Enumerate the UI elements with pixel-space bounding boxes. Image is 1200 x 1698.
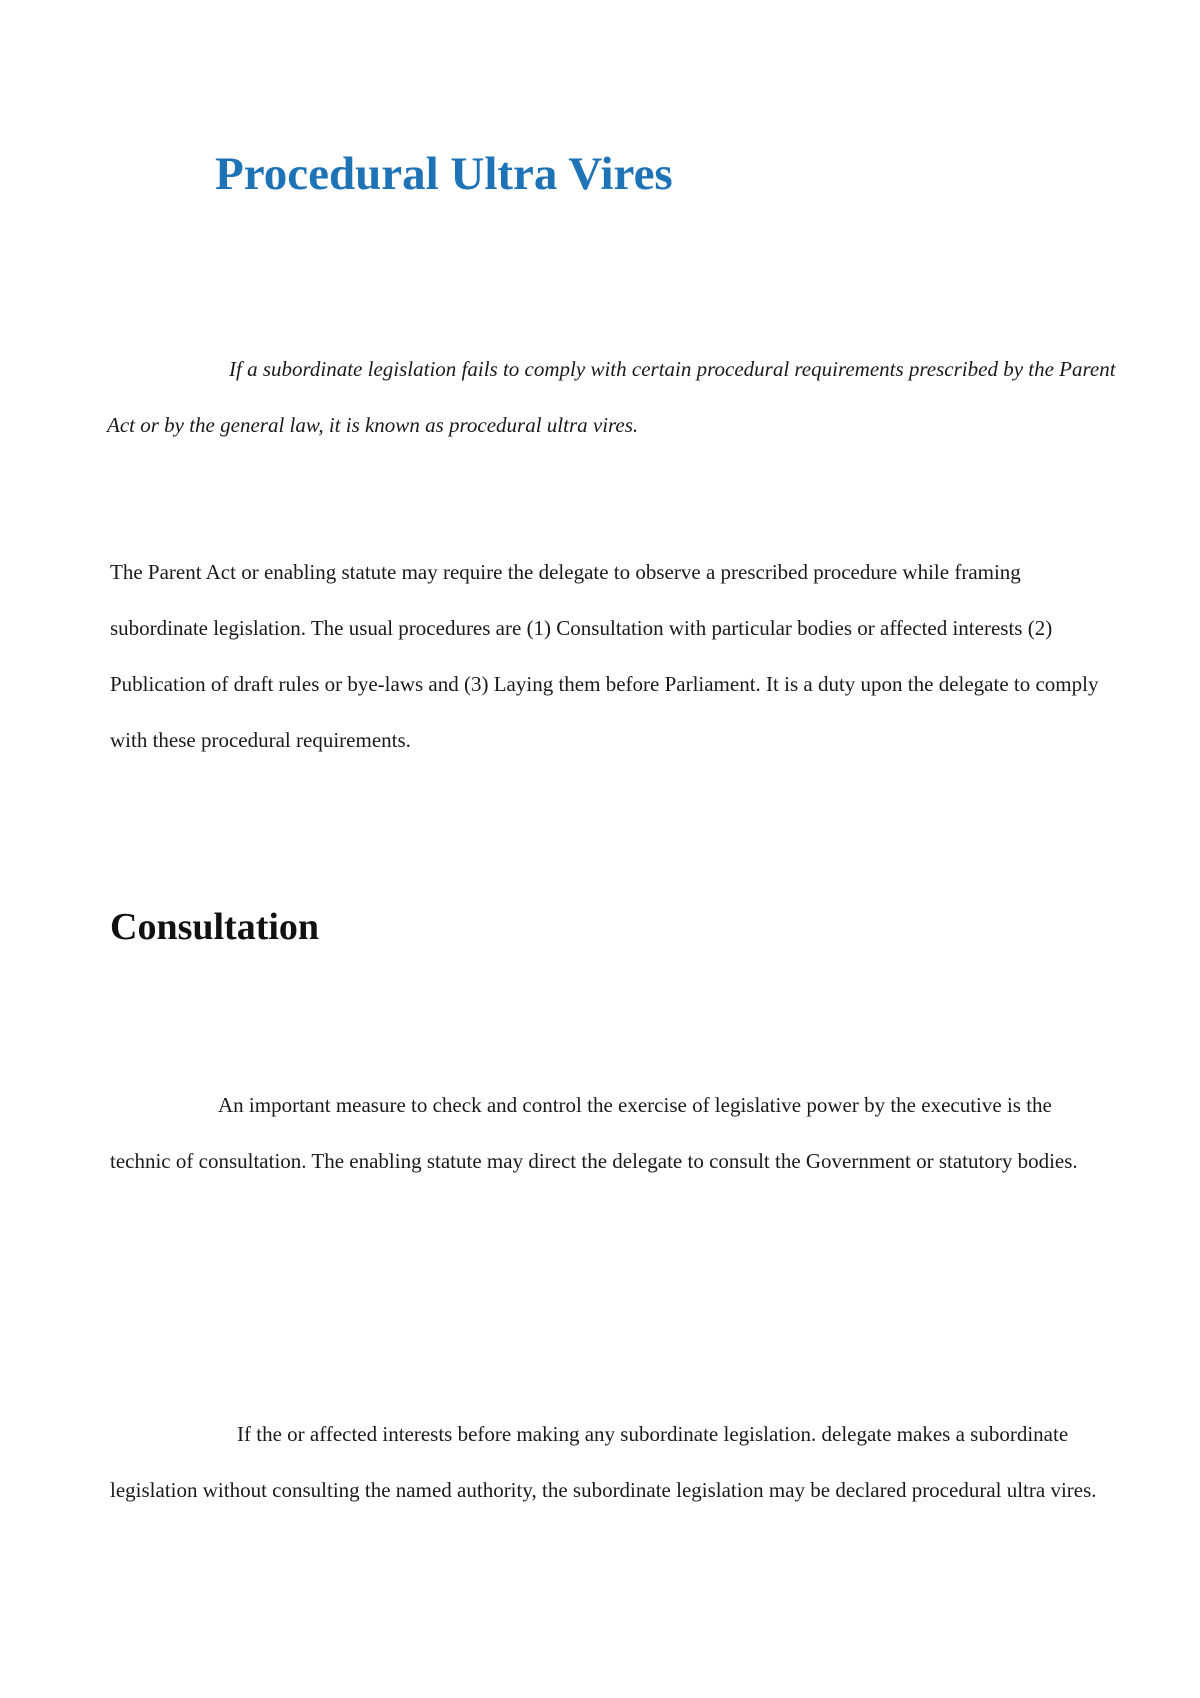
section-heading-consultation: Consultation (110, 906, 320, 948)
ultra-vires-paragraph: If the or affected interests before making any subordinate legislation. delegate makes a subordinate legislation without consulting the named authority, the subordinate legislation may be declared procedural ultra vires. (110, 1422, 1097, 1502)
procedures-paragraph: The Parent Act or enabling statute may require the delegate to observe a prescribed procedure while framing subordinate legislation. The usual procedures are (1) Consultation with particular bodies or affected interests (2) Publication of draft rules or bye-laws and (3) Laying them before Parliament. It is a duty upon the delegate to comply with these procedural requirements. (110, 560, 1099, 752)
intro-paragraph: If a subordinate legislation fails to comply with certain procedural requirements prescribed by the Parent Act or by the general law, it is known as procedural ultra vires. (107, 357, 1116, 437)
consultation-paragraph: An important measure to check and control the exercise of legislative power by the executive is the technic of consultation. The enabling statute may direct the delegate to consult the Government or statutory bodies. (110, 1093, 1078, 1173)
document-title: Procedural Ultra Vires (215, 148, 673, 200)
